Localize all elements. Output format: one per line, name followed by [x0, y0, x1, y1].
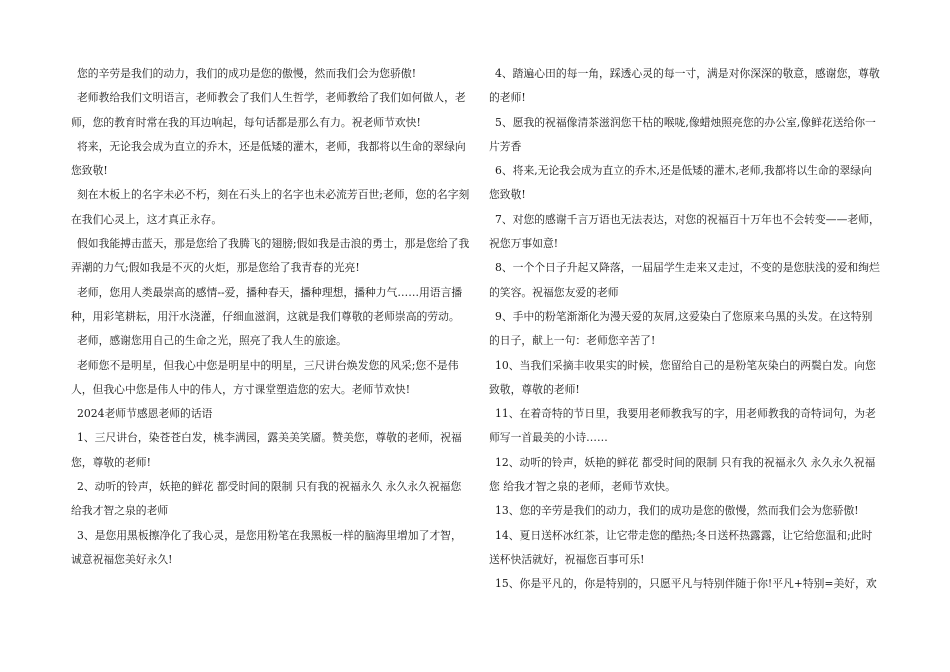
list-item: 15、你是平凡的，你是特别的，只愿平凡与特别伴随于你!平凡+特别=美好，欢	[495, 577, 877, 591]
list-item: 6、将来,无论我会成为直立的乔木,还是低矮的灌木,老师,我都将以生命的翠绿向您致敬!	[489, 164, 872, 202]
list-item: 9、手中的粉笔渐渐化为漫天爱的灰屑,这爱染白了您原来乌黑的头发。在这特别的日子，献上一句：老师您辛苦了!	[489, 309, 873, 348]
list-item: 13、您的辛劳是我们的动力，我们的成功是您的傲慢，然而我们会为您骄傲!	[495, 504, 859, 518]
list-item: 10、当我们采摘丰收果实的时候，您留给自己的是粉笔灰染白的两鬓白发。向您致敬，尊敬的老师!	[489, 358, 876, 396]
paragraph: 老师教给我们文明语言，老师教会了我们人生哲学，老师教给了我们如何做人，老师，您的教育时常在我的耳边响起，每句话都是那么有力。祝老师节欢快!	[71, 91, 466, 129]
paragraph: 刻在木板上的名字未必不朽，刻在石头上的名字也未必流芳百世;老师，您的名字刻在我们心灵上，这才真正永存。	[71, 188, 470, 226]
paragraph: 老师，您用人类最崇高的感情--爱，播种春天，播种理想，播种力气……用语言播种，用彩笔耕耘，用汗水浇灌，仔细血滋润，这就是我们尊敬的老师崇高的劳动。	[71, 285, 463, 323]
paragraph: 老师，感谢您用自己的生命之光，照亮了我人生的旅途。	[77, 334, 347, 348]
list-item: 4、踏遍心田的每一角，踩透心灵的每一寸，满是对你深深的敬意，感谢您，尊敬的老师!	[489, 67, 880, 105]
list-item: 12、动听的铃声，妖艳的鲜花 都受时间的限制 只有我的祝福永久 永久永久祝福您 给我才智之泉的老师，老师节欢快。	[489, 455, 876, 494]
list-item: 5、愿我的祝福像清茶滋润您干枯的喉咙,像蜡烛照亮您的办公室,像鲜花送给你一片芳香	[489, 115, 876, 153]
list-item: 3、是您用黑板擦净化了我心灵，是您用粉笔在我黑板一样的脑海里增加了才智，诚意祝福您美好永久!	[71, 528, 462, 566]
list-item: 1、三尺讲台，染苍苍白发，桃李满园，露美美笑靥。赞美您，尊敬的老师，祝福您，尊敬的老师!	[71, 431, 462, 469]
paragraph: 您的辛劳是我们的动力，我们的成功是您的傲慢，然而我们会为您骄傲!	[77, 67, 417, 80]
left-column	[71, 62, 471, 572]
paragraph: 老师您不是明星，但我心中您是明星中的明星，三尺讲台焕发您的风采;您不是伟人，但我心中您是伟人中的伟人，方寸课堂塑造您的宏大。老师节欢快!	[71, 358, 459, 396]
section-heading: 2024老师节感恩老师的话语	[77, 407, 213, 421]
list-item: 7、对您的感谢千言万语也无法表达，对您的祝福百十万年也不会转变——老师，祝您万事如意!	[489, 212, 880, 251]
right-column	[489, 62, 882, 597]
list-item: 2、动听的铃声，妖艳的鲜花 都受时间的限制 只有我的祝福永久 永久永久祝福您 给我才智之泉的老师	[71, 480, 462, 518]
paragraph: 假如我能搏击蓝天，那是您给了我腾飞的翅膀;假如我是击浪的勇士，那是您给了我弄潮的力气;假如我是不灭的火炬，那是您给了我青春的光亮!	[71, 237, 470, 275]
list-item: 8、一个个日子升起又降落，一届届学生走来又走过，不变的是您肤浅的爱和绚烂的笑容。祝福您友爱的老师	[489, 261, 880, 299]
list-item: 11、在着奇特的节日里，我要用老师教我写的字，用老师教我的奇特词句，为老师写一首最美的小诗……	[489, 407, 876, 445]
paragraph: 将来，无论我会成为直立的乔木，还是低矮的灌木，老师，我都将以生命的翠绿向您致敬!	[71, 139, 466, 178]
list-item: 14、夏日送杯冰红茶，让它带走您的酷热;冬日送杯热露露，让它给您温和;此时送杯快活就好，祝福您百事可乐!	[489, 528, 873, 566]
